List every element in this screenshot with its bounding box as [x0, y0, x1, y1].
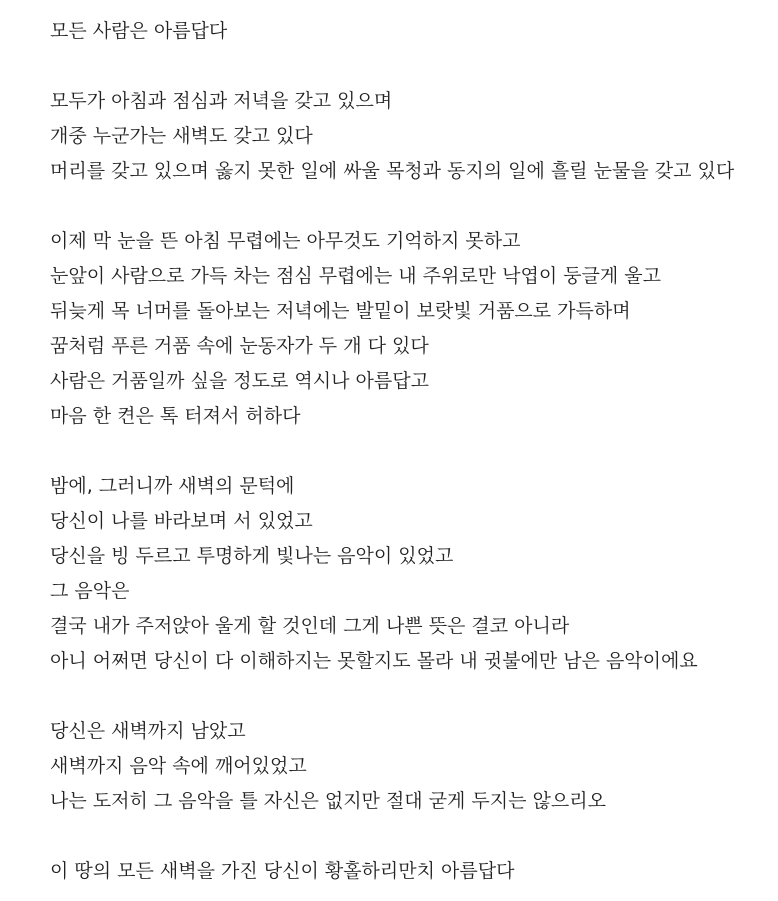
poem-line: 마음 한 켠은 톡 터져서 허하다 [50, 405, 301, 427]
stanza-2 [50, 224, 770, 434]
poem-line: 아니 어쩌면 당신이 다 이해하지는 못할지도 몰라 내 귓불에만 남은 음악이에요 [50, 650, 698, 672]
poem-line: 머리를 갖고 있으며 옳지 못한 일에 싸울 목청과 동지의 일에 흘릴 눈물을 갖고 있다 [50, 160, 735, 182]
poem-line: 이제 막 눈을 뜬 아침 무렵에는 아무것도 기억하지 못하고 [50, 230, 521, 252]
poem-line: 당신을 빙 두르고 투명하게 빛나는 음악이 있었고 [50, 545, 454, 567]
poem-line: 사람은 거품일까 싶을 정도로 역시나 아름답고 [50, 370, 429, 392]
poem-line: 이 땅의 모든 새벽을 가진 당신이 황홀하리만치 아름답다 [50, 860, 515, 882]
poem-line: 모두가 아침과 점심과 저녁을 갖고 있으며 [50, 90, 393, 112]
stanza-1 [50, 84, 770, 189]
poem-line: 당신은 새벽까지 남았고 [50, 720, 246, 742]
poem-line: 그 음악은 [50, 580, 130, 602]
poem-line: 개중 누군가는 새벽도 갖고 있다 [50, 125, 313, 147]
poem-line: 나는 도저히 그 음악을 틀 자신은 없지만 절대 굳게 두지는 않으리오 [50, 790, 606, 812]
stanza-5 [50, 854, 770, 889]
poem-title: 모든 사람은 아름답다 [50, 20, 228, 42]
stanza-gap [50, 819, 770, 854]
poem-line: 밤에, 그러니까 새벽의 문턱에 [50, 475, 295, 497]
poem-line: 결국 내가 주저앉아 울게 할 것인데 그게 나쁜 뜻은 결코 아니라 [50, 615, 570, 637]
stanza-gap [50, 434, 770, 469]
poem-line: 꿈처럼 푸른 거품 속에 눈동자가 두 개 다 있다 [50, 335, 429, 357]
stanza-gap [50, 679, 770, 714]
stanza-gap [50, 189, 770, 224]
poem [50, 14, 770, 889]
stanza-gap [50, 49, 770, 84]
poem-line: 당신이 나를 바라보며 서 있었고 [50, 510, 313, 532]
poem-line: 눈앞이 사람으로 가득 차는 점심 무렵에는 내 주위로만 낙엽이 둥글게 울고 [50, 265, 662, 287]
poem-line: 새벽까지 음악 속에 깨어있었고 [50, 755, 307, 777]
stanza-3 [50, 469, 770, 679]
stanza-4 [50, 714, 770, 819]
poem-line: 뒤늦게 목 너머를 돌아보는 저녁에는 발밑이 보랏빛 거품으로 가득하며 [50, 300, 631, 322]
